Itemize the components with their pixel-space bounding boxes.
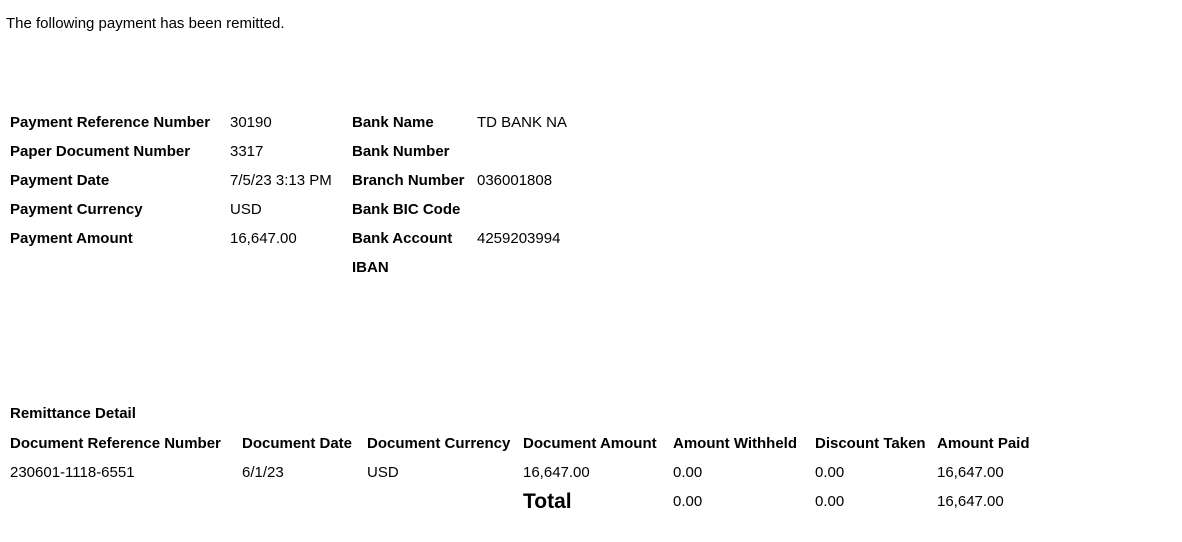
payment-row (10, 137, 587, 166)
payment-label: Paper Document Number (10, 143, 191, 160)
amount-paid-cell: 16,647.00 (937, 464, 1004, 481)
total-label: Total (523, 489, 572, 513)
column-header: Document Currency (367, 435, 511, 452)
total-amount-withheld: 0.00 (673, 493, 703, 510)
bank-label: IBAN (352, 259, 389, 276)
intro-text: The following payment has been remitted. (6, 15, 285, 32)
payment-value (230, 253, 352, 282)
remittance-header-row (10, 429, 1047, 458)
payment-row (10, 253, 587, 282)
remittance-title: Remittance Detail (10, 405, 136, 422)
bank-label: Branch Number (352, 172, 465, 189)
bank-value (477, 253, 587, 282)
total-amount-paid: 16,647.00 (937, 493, 1004, 510)
document-currency-cell: USD (367, 464, 399, 481)
bank-value (477, 195, 587, 224)
table-row (10, 458, 1047, 487)
payment-value: 7/5/23 3:13 PM (230, 172, 332, 189)
bank-value: 036001808 (477, 172, 553, 189)
bank-value (477, 137, 587, 166)
payment-row (10, 195, 587, 224)
payment-row (10, 108, 587, 137)
payment-label: Payment Reference Number (10, 114, 211, 131)
payment-value: 30190 (230, 114, 272, 131)
bank-label: Bank Name (352, 114, 434, 131)
column-header: Amount Paid (937, 435, 1030, 452)
total-row (10, 487, 1047, 516)
payment-value: 3317 (230, 143, 264, 160)
document-date-cell: 6/1/23 (242, 464, 284, 481)
bank-value: 4259203994 (477, 230, 561, 247)
bank-label: Bank BIC Code (352, 201, 461, 218)
column-header: Document Amount (523, 435, 657, 452)
column-header: Discount Taken (815, 435, 926, 452)
column-header: Amount Withheld (673, 435, 798, 452)
document-reference-cell: 230601-1118-6551 (10, 464, 135, 481)
payment-info-table (10, 108, 587, 282)
payment-label: Payment Amount (10, 230, 133, 247)
document-amount-cell: 16,647.00 (523, 464, 590, 481)
remittance-table (10, 429, 1047, 516)
bank-label: Bank Account (352, 230, 453, 247)
payment-label: Payment Date (10, 172, 110, 189)
total-discount-taken: 0.00 (815, 493, 845, 510)
column-header: Document Date (242, 435, 353, 452)
discount-taken-cell: 0.00 (815, 464, 845, 481)
payment-value: 16,647.00 (230, 230, 297, 247)
payment-row (10, 166, 587, 195)
payment-label: Payment Currency (10, 201, 143, 218)
bank-value: TD BANK NA (477, 114, 568, 131)
payment-row (10, 224, 587, 253)
amount-withheld-cell: 0.00 (673, 464, 703, 481)
payment-value: USD (230, 201, 262, 218)
payment-label (10, 253, 230, 282)
column-header: Document Reference Number (10, 435, 221, 452)
bank-label: Bank Number (352, 143, 450, 160)
